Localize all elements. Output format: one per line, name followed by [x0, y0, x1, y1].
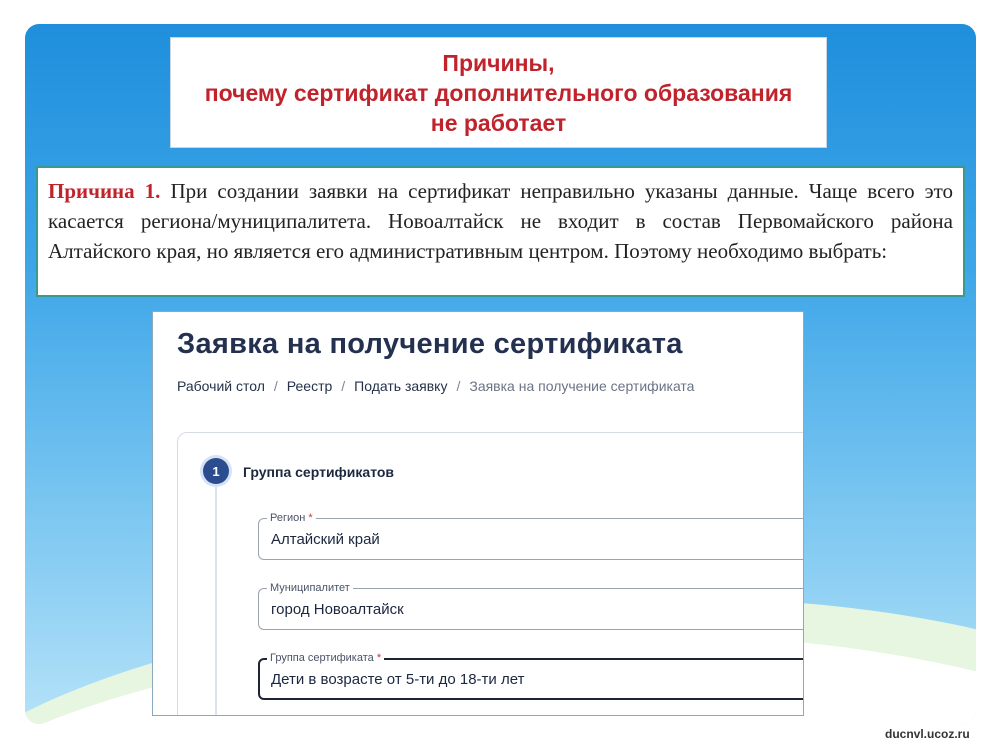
reason-text-box: [36, 166, 965, 297]
region-field-label: Регион *: [267, 511, 316, 525]
region-field-value: Алтайский край: [271, 531, 380, 548]
municipality-field-label: Муниципалитет: [267, 581, 353, 595]
breadcrumb-separator: /: [341, 378, 346, 394]
slide-title-line: Причины,: [442, 49, 555, 76]
step-connector-line: [215, 484, 217, 716]
breadcrumb-separator: /: [273, 378, 278, 394]
municipality-field-value: город Новоалтайск: [271, 601, 404, 618]
slide-title: [170, 37, 827, 148]
required-mark: *: [308, 512, 313, 524]
certificate-group-field[interactable]: [258, 652, 804, 700]
step-number-badge: 1: [203, 458, 229, 484]
breadcrumb-item-desktop[interactable]: Рабочий стол: [177, 378, 265, 394]
step-title: Группа сертификатов: [243, 464, 395, 480]
municipality-field[interactable]: [258, 582, 804, 630]
breadcrumb-item-current: Заявка на получение сертификата: [469, 378, 695, 394]
region-field[interactable]: [258, 512, 804, 560]
certificate-group-field-label: Группа сертификата *: [267, 651, 384, 665]
slide-title-line: почему сертификат дополнительного образования: [204, 79, 793, 106]
form-screenshot: [152, 311, 804, 716]
certificate-group-field-value: Дети в возрасте от 5-ти до 18-ти лет: [271, 671, 525, 688]
watermark: ducnvl.ucoz.ru: [885, 727, 970, 741]
page-title: Заявка на получение сертификата: [177, 328, 683, 360]
reason-lead: Причина 1.: [48, 179, 161, 203]
breadcrumb: [177, 378, 694, 394]
required-mark: *: [376, 652, 382, 664]
reason-text: При создании заявки на сертификат неправильно указаны данные. Чаще всего это касается региона/муниципалитета. Новоалтайск не входит в состав Первомайского района Алтайского края, но является его административным центром. Поэтому необходимо выбрать:: [48, 179, 954, 263]
slide-title-line: не работает: [430, 109, 567, 136]
breadcrumb-item-submit-application[interactable]: Подать заявку: [354, 378, 448, 394]
breadcrumb-separator: /: [456, 378, 461, 394]
breadcrumb-item-registry[interactable]: Реестр: [286, 378, 333, 394]
